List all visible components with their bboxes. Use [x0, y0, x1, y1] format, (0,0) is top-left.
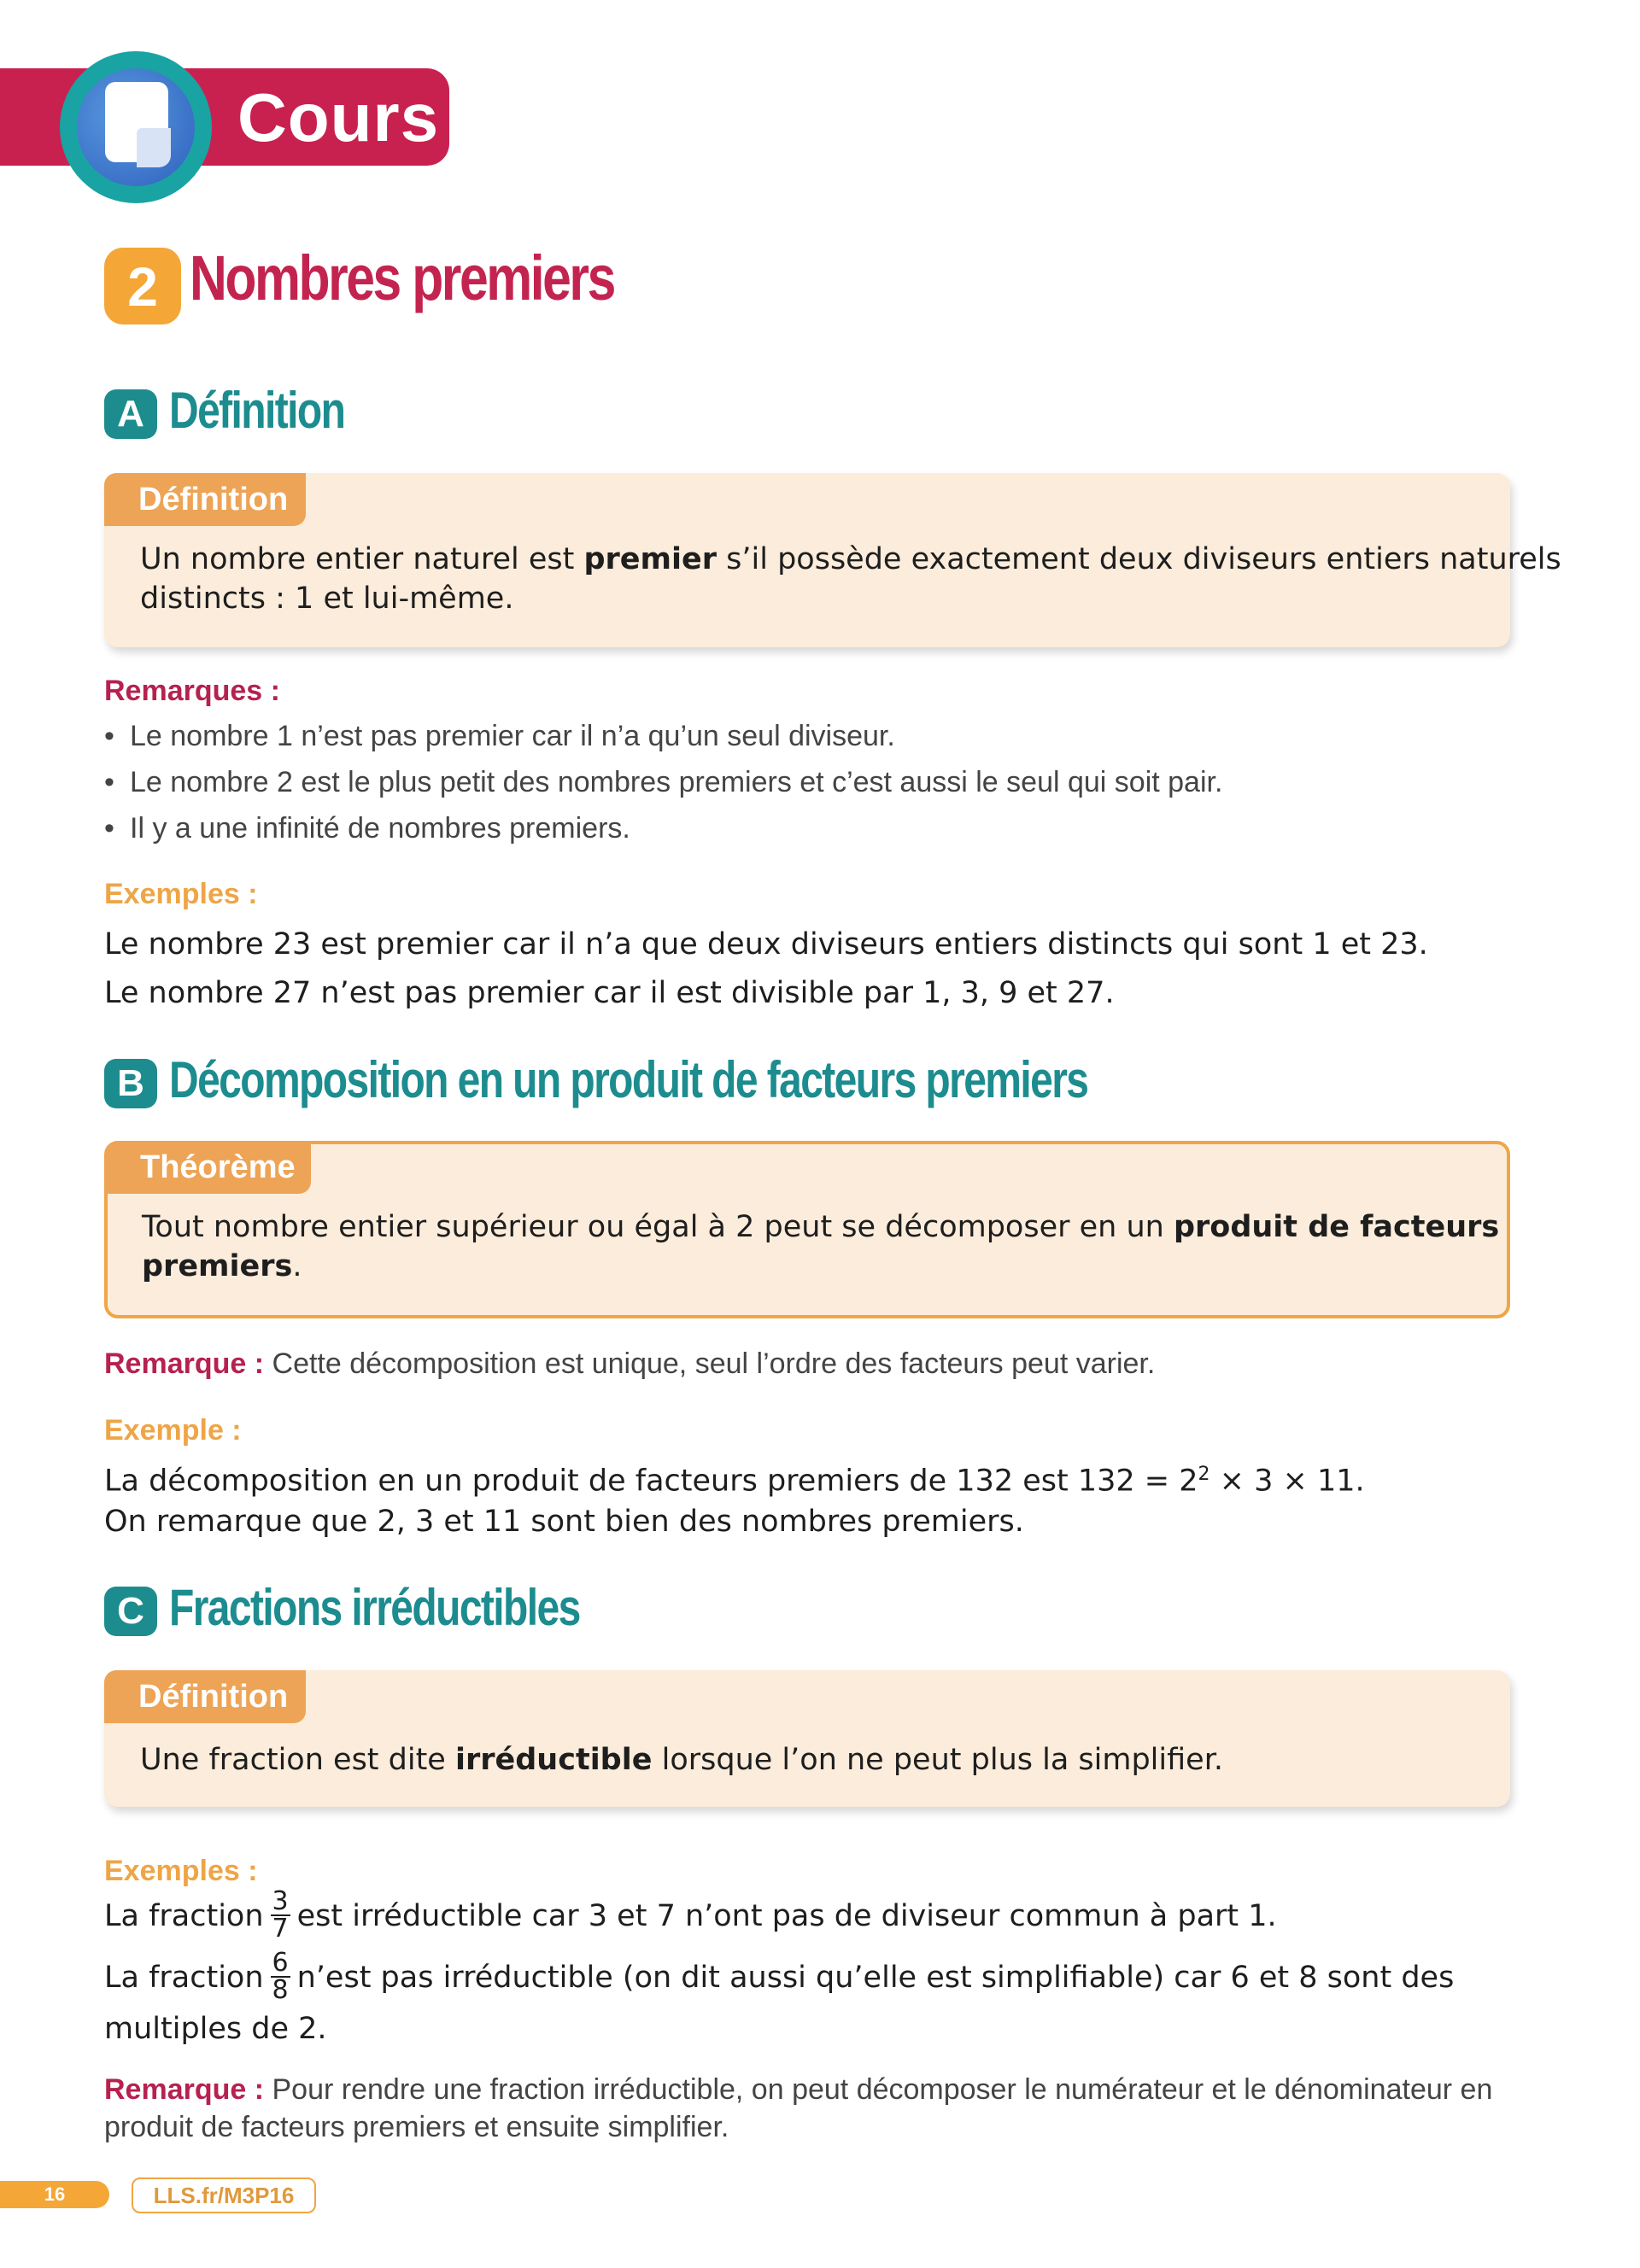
example-c1-pre: La fraction [104, 1899, 264, 1933]
remark-text: Il y a une infinité de nombres premiers. [130, 812, 630, 845]
example-label-b: Exemple : [104, 1414, 242, 1447]
examples-label-c: Exemples : [104, 1855, 258, 1887]
definition-box-c [104, 1670, 1510, 1807]
remark-item: • Il y a une infinité de nombres premiers. [104, 812, 630, 845]
remark-item: • Le nombre 2 est le plus petit des nombres premiers et c’est aussi le seul qui soit pair. [104, 766, 1223, 798]
document-fold-icon [137, 128, 171, 167]
remark-b [104, 1347, 1155, 1381]
example-c-line2 [104, 1948, 1455, 2005]
section-a-badge: A [104, 389, 157, 439]
remark-c-line2: produit de facteurs premiers et ensuite simplifier. [104, 2111, 729, 2143]
chapter-number-badge: 2 [104, 248, 181, 324]
exponent: 2 [1198, 1464, 1210, 1485]
definition-text-c [140, 1740, 1473, 1780]
remark-b-text: Cette décomposition est unique, seul l’ordre des facteurs peut varier. [264, 1347, 1156, 1380]
section-b-title: Décomposition en un produit de facteurs premiers [169, 1051, 1088, 1108]
definition-c-pre: Une fraction est dite [140, 1743, 455, 1777]
definition-c-post: lorsque l’on ne peut plus la simplifier. [652, 1743, 1224, 1777]
definition-a-bold: premier [583, 542, 718, 576]
fraction-numerator: 6 [272, 1948, 289, 1978]
remark-c [104, 2073, 1492, 2107]
remark-text: Le nombre 2 est le plus petit des nombres premiers et c’est aussi le seul qui soit pair. [130, 766, 1223, 798]
fraction-denominator: 7 [272, 1914, 289, 1944]
remark-text: Le nombre 1 n’est pas premier car il n’a qu’un seul diviseur. [130, 720, 895, 752]
definition-tab-a: Définition [104, 473, 306, 526]
remark-c-label: Remarque : [104, 2073, 265, 2106]
example-c-line1 [104, 1886, 1277, 1944]
definition-a-line2: distincts : 1 et lui-même. [140, 582, 514, 616]
example-b-line1-pre: La décomposition en un produit de facteurs premiers de 132 est 132 = 2 [104, 1464, 1198, 1499]
example-c-line3: multiples de 2. [104, 2012, 327, 2046]
fraction [271, 1886, 290, 1944]
example-c2-post: n’est pas irréductible (on dit aussi qu’elle est simplifiable) car 6 et 8 sont des [296, 1961, 1455, 1995]
example-c2-pre: La fraction [104, 1961, 264, 1995]
theorem-post: . [292, 1249, 302, 1283]
example-line: Le nombre 23 est premier car il n’a que deux diviseurs entiers distincts qui sont 1 et 23. [104, 927, 1428, 962]
theorem-pre: Tout nombre entier supérieur ou égal à 2 peut se décomposer en un [142, 1210, 1174, 1244]
section-b-badge: B [104, 1059, 157, 1108]
remark-item: • Le nombre 1 n’est pas premier car il n’a qu’un seul diviseur. [104, 720, 895, 752]
examples-label: Exemples : [104, 878, 258, 910]
resource-link[interactable]: LLS.fr/M3P16 [132, 2177, 316, 2213]
theorem-text [142, 1207, 1500, 1286]
theorem-bold1: produit de facteurs [1173, 1210, 1500, 1244]
definition-a-pre: Un nombre entier naturel est [140, 542, 584, 576]
example-b-line1-post: × 3 × 11. [1210, 1464, 1365, 1499]
fraction [271, 1950, 290, 2003]
remark-b-label: Remarque : [104, 1347, 265, 1380]
definition-a-post: s’il possède exactement deux diviseurs entiers naturels [717, 542, 1561, 576]
definition-text-a [140, 540, 1561, 618]
page-number: 16 [0, 2181, 109, 2208]
cours-label: Cours [237, 79, 440, 155]
section-c-title: Fractions irréductibles [169, 1579, 580, 1636]
fraction-denominator: 8 [272, 1975, 289, 2005]
definition-tab-c: Définition [104, 1670, 306, 1723]
section-c-badge: C [104, 1587, 157, 1636]
page-title: Nombres premiers [190, 243, 614, 313]
example-c1-post: est irréductible car 3 et 7 n’ont pas de diviseur commun à part 1. [296, 1899, 1277, 1933]
example-b-line1 [104, 1464, 1365, 1499]
remark-c-text: Pour rendre une fraction irréductible, on peut décomposer le numérateur et le dénominateur en [264, 2073, 1493, 2106]
remarks-label: Remarques : [104, 675, 280, 707]
example-line: Le nombre 27 n’est pas premier car il est divisible par 1, 3, 9 et 27. [104, 976, 1115, 1010]
theorem-bold2: premiers [142, 1249, 293, 1283]
example-b-line2: On remarque que 2, 3 et 11 sont bien des nombres premiers. [104, 1505, 1024, 1539]
fraction-numerator: 3 [272, 1886, 289, 1916]
definition-c-bold: irréductible [454, 1743, 653, 1777]
theorem-tab: Théorème [106, 1141, 311, 1194]
section-a-title: Définition [169, 382, 345, 439]
